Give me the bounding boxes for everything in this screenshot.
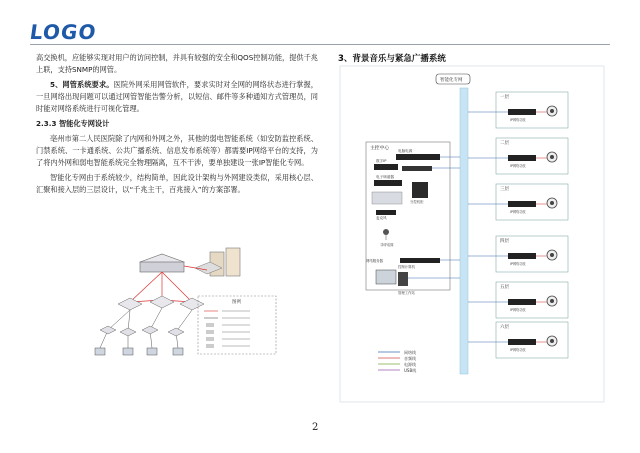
- paragraph-private-net: 亳州市第二人民医院除了内网和外网之外，其他的弱电智能系统（如安防监控系统、门禁系统、一卡通系统、公共广播系统、信息发布系统等）都需要IP网络平台的支持，为了将内外网和弱电智能系统完全物理隔离，互不干涉，要单独建设一张IP智能化专网。: [36, 134, 318, 167]
- legend-usb-line: USB线: [404, 368, 417, 373]
- device-label-digital: 数字IP: [376, 159, 387, 163]
- amplifier-label: IP网络功放: [510, 348, 526, 352]
- speaker-cone-icon: [550, 339, 554, 343]
- floor-label: 三层: [500, 187, 509, 192]
- device-label-cabinet: 分控机柜: [410, 200, 424, 204]
- speaker-cone-icon: [550, 201, 554, 205]
- ip-amplifier: [508, 201, 536, 207]
- floor-label: 五层: [500, 285, 509, 290]
- legend-network-line: 网络线: [404, 350, 416, 355]
- device-label-paging-mic: 寻呼话筒: [380, 243, 394, 247]
- device-label-power: 电脑电源: [398, 149, 413, 153]
- page-number: 2: [312, 422, 319, 433]
- floor-label: 四层: [500, 239, 509, 244]
- nms-text: 医院外网采用网管软件，要求实时对全网的网络状态进行掌握，一旦网络出现问题可以通过网管智能告警分析，以短信、邮件等多种通知方式管理员，同时能对网络系统进行可视化管理。: [36, 80, 318, 113]
- device-label-workstation: 管理工作站: [398, 291, 415, 295]
- legend-title: 图例: [232, 300, 241, 305]
- floor-label: 六层: [500, 325, 509, 330]
- device-label-tuner: 电子调谐器: [376, 175, 394, 179]
- floor-label: 二层: [500, 141, 509, 146]
- network-backbone: [460, 88, 468, 374]
- legend-audio-line: 音频线: [404, 356, 416, 361]
- device-label-mic: 麦克风: [376, 216, 387, 220]
- section-heading: 2.3.3 智能化专网设计: [36, 119, 110, 128]
- speaker-cone-icon: [550, 299, 554, 303]
- paragraph-architecture: 智能化专网由于系统较少，结构简单，因此设计架构与外网建设类似，采用核心层、汇聚和接入层的三层设计，以“千兆主干，百兆接入”的方案部署。: [36, 173, 318, 194]
- amplifier-label: IP网络功放: [510, 118, 526, 122]
- legend-power-line: 电源线: [404, 362, 416, 367]
- speaker-cone-icon: [550, 109, 554, 113]
- amplifier-label: IP网络功放: [510, 210, 526, 214]
- ip-amplifier: [508, 109, 536, 115]
- logo: LOGO: [28, 20, 99, 44]
- device-label-server: 网络服务器: [366, 259, 383, 263]
- speaker-cone-icon: [550, 253, 554, 257]
- device-label-pc: 控制计算机: [398, 265, 415, 269]
- control-center-label: 主控中心: [370, 146, 390, 151]
- nms-label: 5、网管系统要求。: [50, 80, 114, 89]
- ip-amplifier: [508, 339, 536, 345]
- ip-amplifier: [508, 299, 536, 305]
- broadcast-section-title: 3、背景音乐与紧急广播系统: [338, 54, 446, 64]
- amplifier-label: IP网络功放: [510, 262, 526, 266]
- amplifier-label: IP网络功放: [510, 308, 526, 312]
- amplifier-label: IP网络功放: [510, 164, 526, 168]
- floor-label: 一层: [500, 95, 509, 100]
- ip-amplifier: [508, 253, 536, 259]
- speaker-cone-icon: [550, 155, 554, 159]
- diagram-frame: [340, 66, 604, 402]
- ip-amplifier: [508, 155, 536, 161]
- paragraph-switch: 高交换机，应能够实现对用户的访问控制，并具有较强的安全和QOS控制功能，提供千兆上联，支持SNMP的网管。: [36, 53, 318, 74]
- private-network-label: 智能化专网: [440, 78, 463, 83]
- private-network-node: [436, 74, 470, 84]
